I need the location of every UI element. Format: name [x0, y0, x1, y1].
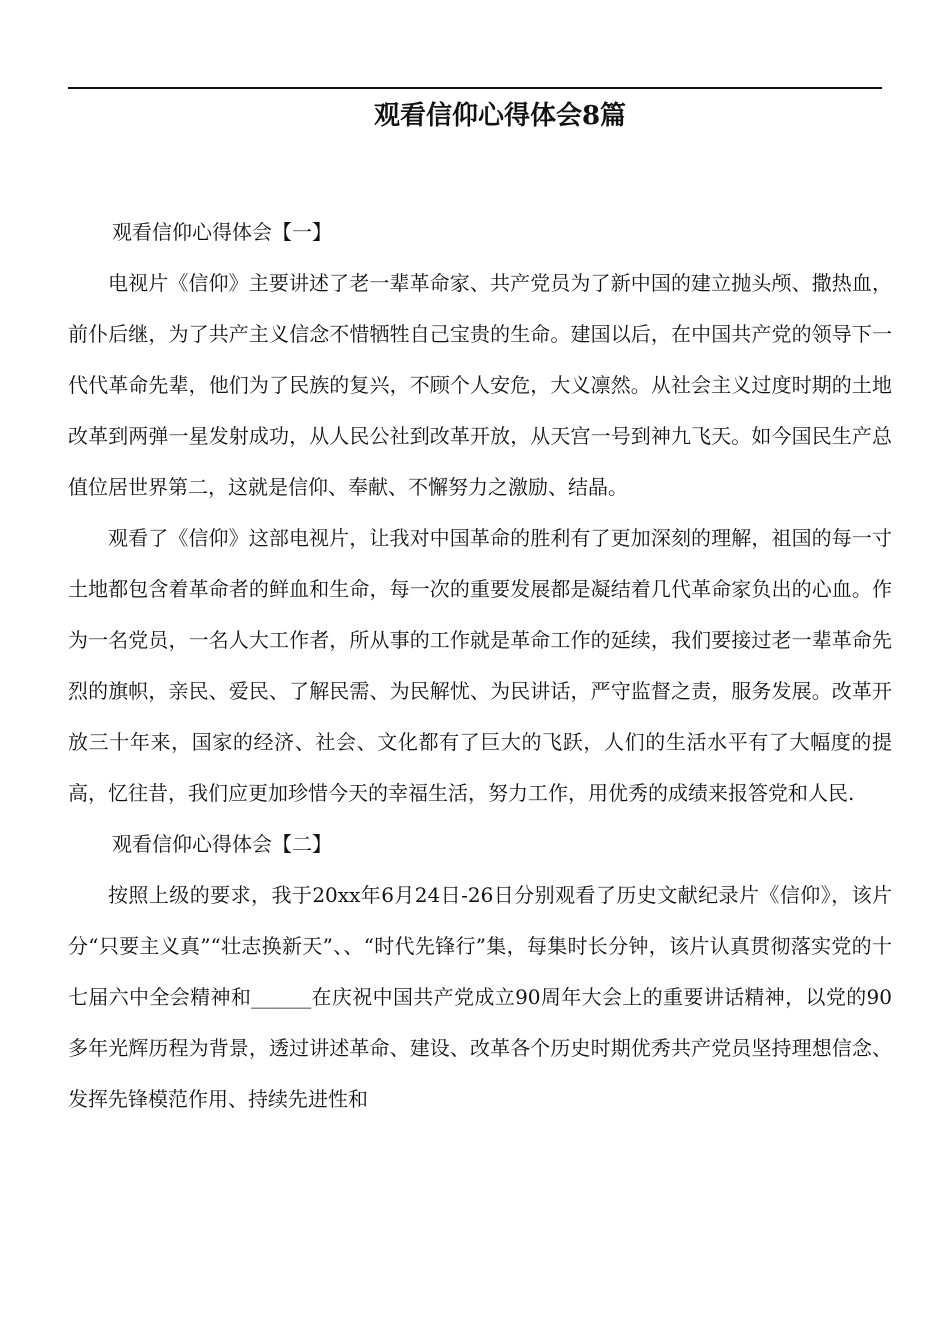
document-body: [68, 207, 892, 1125]
section-heading: 观看信仰心得体会【二】: [112, 832, 332, 856]
body-paragraph: 电视片《信仰》主要讲述了老一辈革命家、共产党员为了新中国的建立抛头颅、撒热血，前仆后继，为了共产主义信念不惜牺牲自己宝贵的生命。建国以后，在中国共产党的领导下一代代革命先辈，他们为了民族的复兴，不顾个人安危，大义凛然。从社会主义过度时期的土地改革到两弹一星发射成功，从人民公社到改革开放，从天宫一号到神九飞天。如今国民生产总值位居世界第二，这就是信仰、奉献、不懈努力之激励、结晶。: [68, 271, 892, 499]
body-paragraph: 观看了《信仰》这部电视片，让我对中国革命的胜利有了更加深刻的理解，祖国的每一寸土地都包含着革命者的鲜血和生命，每一次的重要发展都是凝结着几代革命家负出的心血。作为一名党员，一名人大工作者，所从事的工作就是革命工作的延续，我们要接过老一辈革命先烈的旗帜，亲民、爱民、了解民需、为民解忧、为民讲话，严守监督之责，服务发展。改革开放三十年来，国家的经济、社会、文化都有了巨大的飞跃，人们的生活水平有了大幅度的提高，忆往昔，我们应更加珍惜今天的幸福生活，努力工作，用优秀的成绩来报答党和人民.: [68, 526, 892, 805]
header-rule: [68, 87, 882, 89]
body-paragraph: 按照上级的要求，我于20xx年6月24日-26日分别观看了历史文献纪录片《信仰》，该片分“只要主义真”“壮志换新天”、、“时代先锋行”集，每集时长分钟，该片认真贯彻落实党的十七届六中全会精神和______在庆祝中国共产党成立90周年大会上的重要讲话精神，以党的90多年光辉历程为背景，透过讲述革命、建设、改革各个历史时期优秀共产党员坚持理想信念、发挥先锋模范作用、持续先进性和: [68, 883, 892, 1111]
section-heading: 观看信仰心得体会【一】: [112, 220, 332, 244]
document-title: 观看信仰心得体会8篇: [373, 101, 627, 131]
